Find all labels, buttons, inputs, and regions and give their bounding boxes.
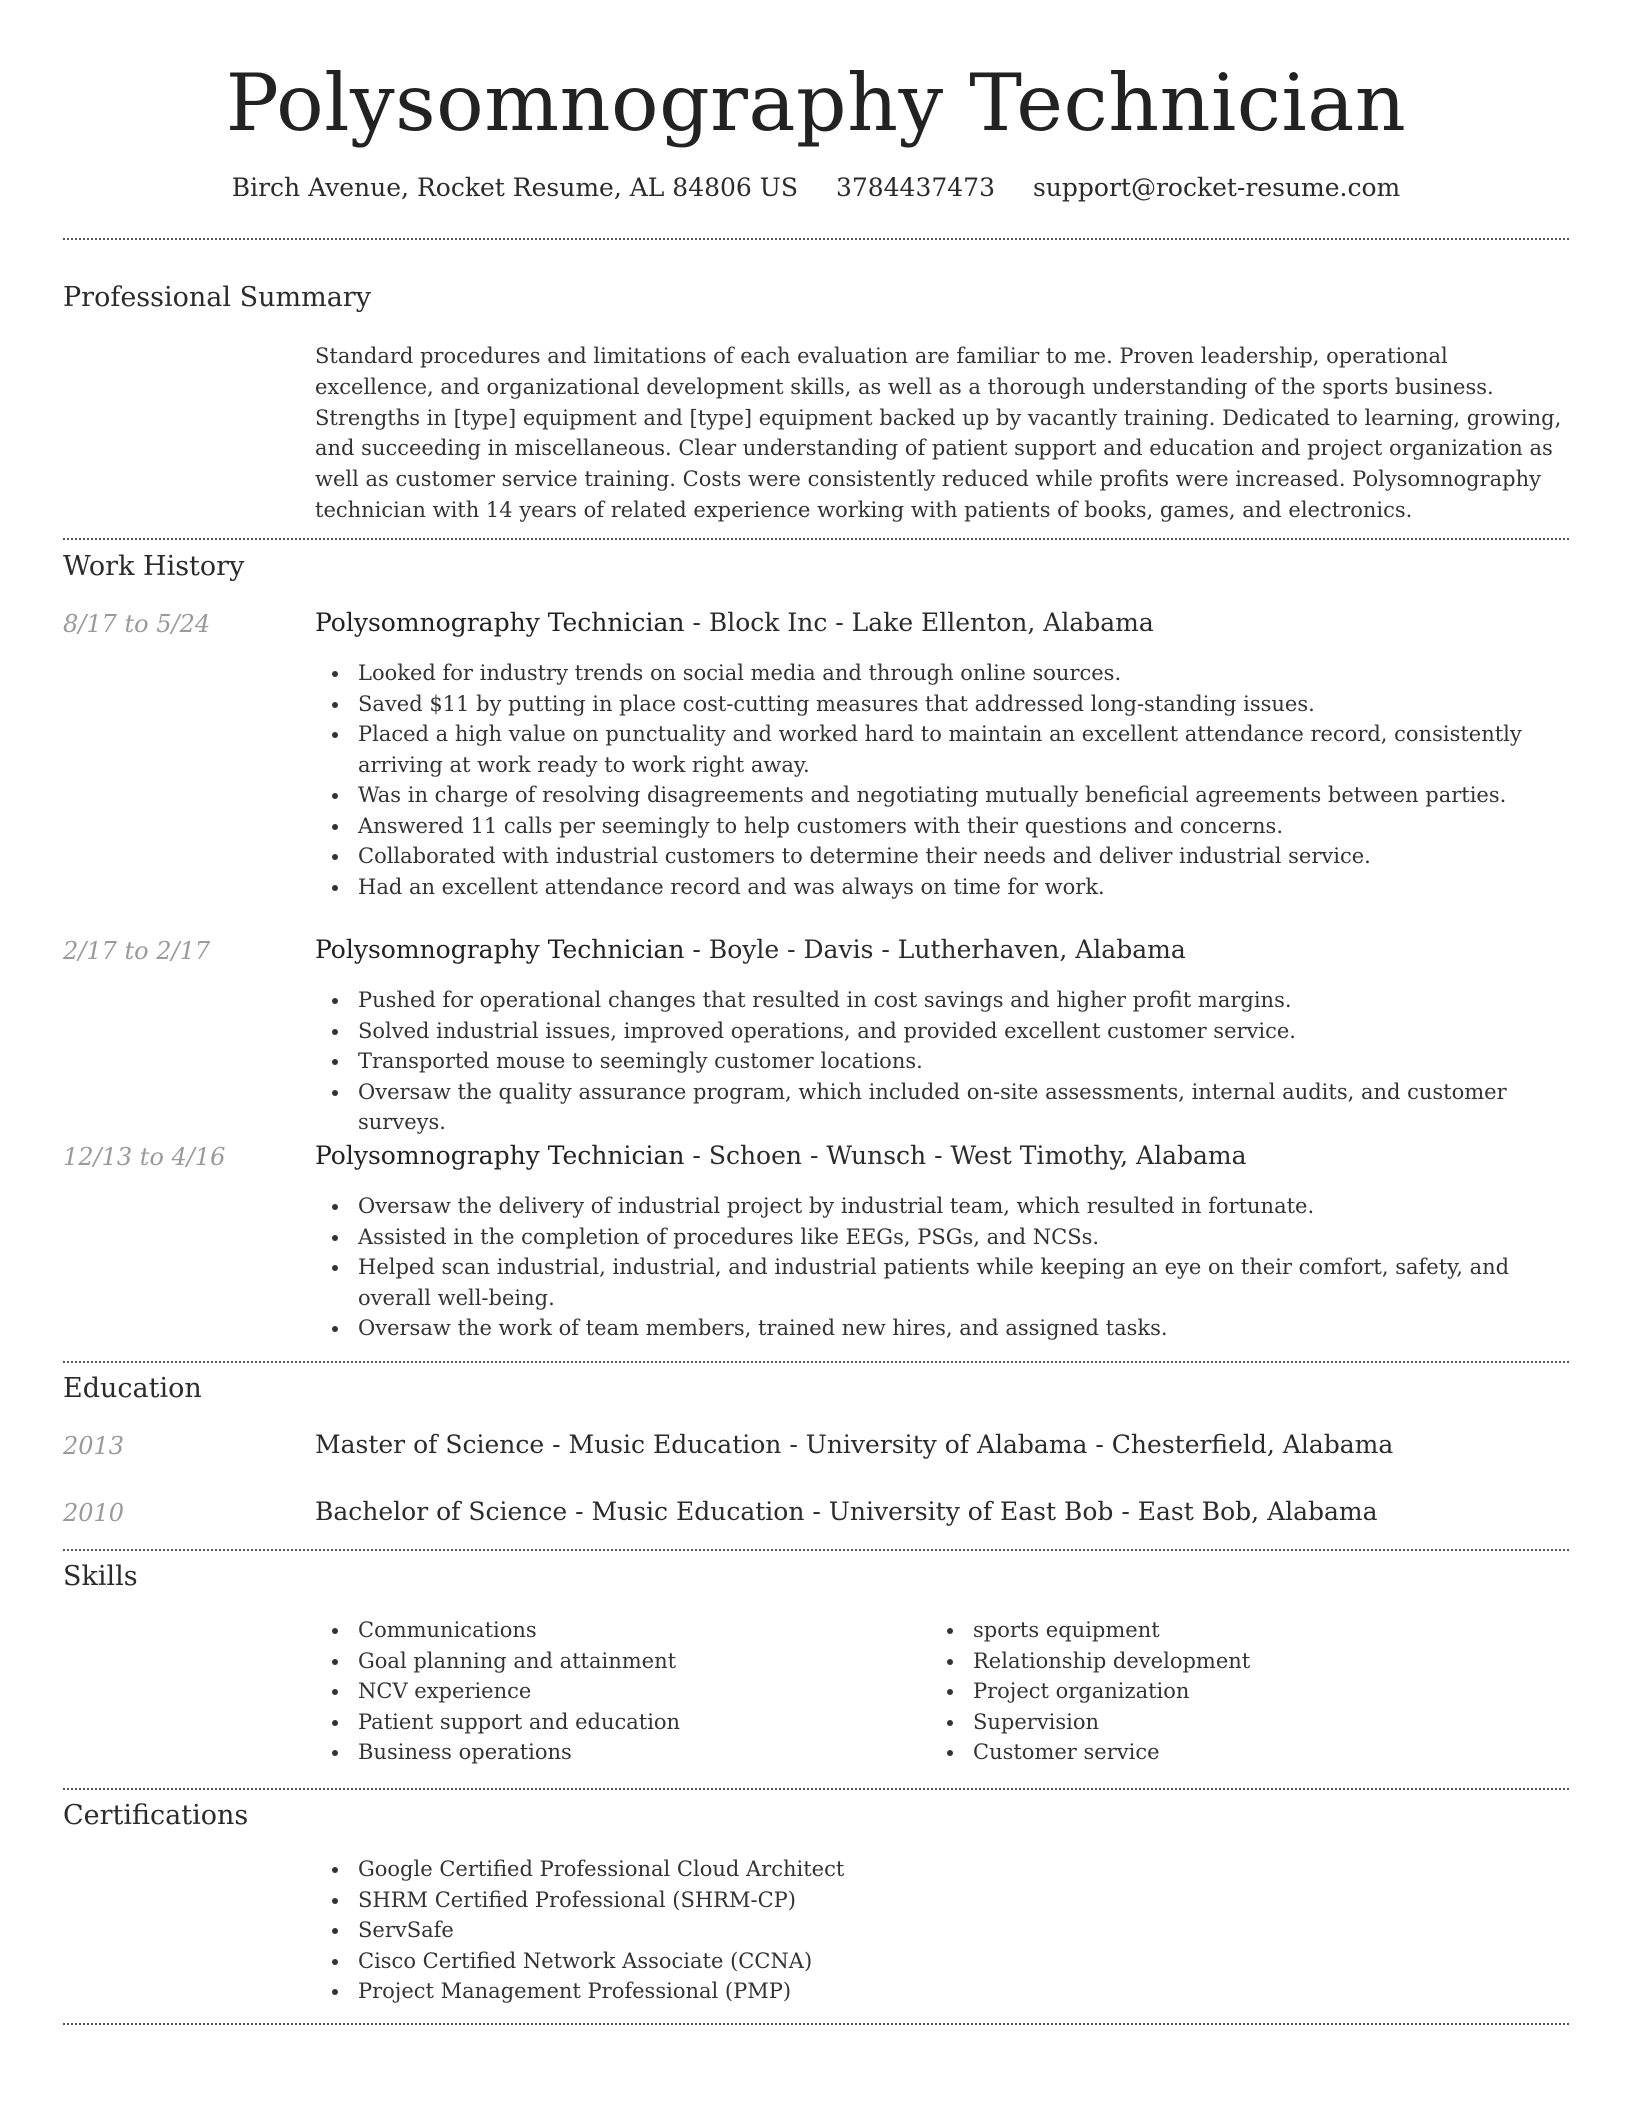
divider [63,238,1569,240]
contact-address: Birch Avenue, Rocket Resume, AL 84806 US [231,173,798,202]
list-item: Supervision [930,1707,1530,1738]
list-item: Pushed for operational changes that resulted in cost savings and higher profit margins. [315,985,1570,1016]
skills-list-left [315,1615,915,1768]
section-heading-work-history: Work History [63,551,245,582]
job-heading [315,933,1186,967]
list-item: Goal planning and attainment [315,1646,915,1677]
list-item: Helped scan industrial, industrial, and industrial patients while keeping an eye on their comfort, safety, and overall well-being. [315,1252,1570,1313]
list-item: Collaborated with industrial customers to determine their needs and deliver industrial service. [315,841,1570,872]
list-item: Had an excellent attendance record and was always on time for work. [315,872,1570,903]
list-item: NCV experience [315,1676,915,1707]
list-item: Assisted in the completion of procedures like EEGs, PSGs, and NCSs. [315,1222,1570,1253]
job-bullets [315,1191,1570,1344]
divider [63,538,1569,540]
education-year: 2010 [63,1499,125,1527]
summary-text: Standard procedures and limitations of each evaluation are familiar to me. Proven leadership, operational excellence, and organizational development skills, as well as a thorough understanding of the sports business. Strengths in [type] equipment and [type] equipment backed up by vacantly training. Dedicated to learning, growing, and succeeding in miscellaneous. Clear understanding of patient support and education and project organization as well as customer service training. Costs were consistently reduced while profits were increased. Polysomnography technician with 14 years of related experience working with patients of books, games, and electronics. [315,344,1562,522]
list-item: Was in charge of resolving disagreements and negotiating mutually beneficial agreements between parties. [315,780,1570,811]
school-location: - University of Alabama - Chesterfield, Alabama [781,1430,1394,1459]
job-heading [315,606,1154,640]
contact-email: support@rocket-resume.com [1032,173,1401,202]
job-employer-location: - Boyle - Davis - Lutherhaven, Alabama [684,935,1186,964]
list-item: Customer service [930,1737,1530,1768]
job-title: Polysomnography Technician [315,608,685,637]
list-item: Looked for industry trends on social media and through online sources. [315,658,1570,689]
list-item: Saved $11 by putting in place cost-cutting measures that addressed long-standing issues. [315,689,1570,720]
list-item: Project organization [930,1676,1530,1707]
education-year: 2013 [63,1432,125,1460]
divider [63,1361,1569,1363]
job-dates: 8/17 to 5/24 [63,610,211,638]
job-dates: 2/17 to 2/17 [63,937,211,965]
list-item: Cisco Certified Network Associate (CCNA) [315,1946,1570,1977]
school-location: - University of East Bob - East Bob, Alabama [804,1497,1378,1526]
resume-name: Polysomnography Technician [225,57,1407,149]
divider [63,1788,1569,1790]
list-item: Placed a high value on punctuality and worked hard to maintain an excellent attendance record, consistently arriving at work ready to work right away. [315,719,1570,780]
section-heading-summary: Professional Summary [63,282,371,313]
list-item: Transported mouse to seemingly customer locations. [315,1046,1570,1077]
divider [63,2023,1569,2025]
job-dates: 12/13 to 4/16 [63,1143,226,1171]
contact-line [0,170,1632,206]
job-employer-location: - Schoen - Wunsch - West Timothy, Alabama [684,1141,1247,1170]
job-title: Polysomnography Technician [315,935,685,964]
degree: Bachelor of Science - Music Education [315,1497,805,1526]
list-item: Patient support and education [315,1707,915,1738]
degree: Master of Science - Music Education [315,1430,782,1459]
section-heading-education: Education [63,1373,202,1404]
section-heading-certifications: Certifications [63,1800,249,1831]
list-item: Solved industrial issues, improved operations, and provided excellent customer service. [315,1016,1570,1047]
divider [63,1549,1569,1551]
job-heading [315,1139,1247,1173]
list-item: Relationship development [930,1646,1530,1677]
education-entry [315,1428,1393,1462]
list-item: Oversaw the delivery of industrial project by industrial team, which resulted in fortunate. [315,1191,1570,1222]
list-item: Oversaw the quality assurance program, which included on-site assessments, internal audits, and customer surveys. [315,1077,1570,1138]
job-title: Polysomnography Technician [315,1141,685,1170]
list-item: Business operations [315,1737,915,1768]
list-item: Google Certified Professional Cloud Architect [315,1854,1570,1885]
list-item: Oversaw the work of team members, trained new hires, and assigned tasks. [315,1313,1570,1344]
skills-list-right [930,1615,1530,1768]
list-item: Project Management Professional (PMP) [315,1976,1570,2007]
job-bullets [315,658,1570,902]
education-entry [315,1495,1378,1529]
job-bullets [315,985,1570,1138]
list-item: sports equipment [930,1615,1530,1646]
section-heading-skills: Skills [63,1561,138,1592]
certifications-list [315,1854,1570,2007]
list-item: SHRM Certified Professional (SHRM-CP) [315,1885,1570,1916]
list-item: Answered 11 calls per seemingly to help customers with their questions and concerns. [315,811,1570,842]
list-item: ServSafe [315,1915,1570,1946]
list-item: Communications [315,1615,915,1646]
job-employer-location: - Block Inc - Lake Ellenton, Alabama [684,608,1154,637]
contact-phone: 3784437473 [835,173,995,202]
